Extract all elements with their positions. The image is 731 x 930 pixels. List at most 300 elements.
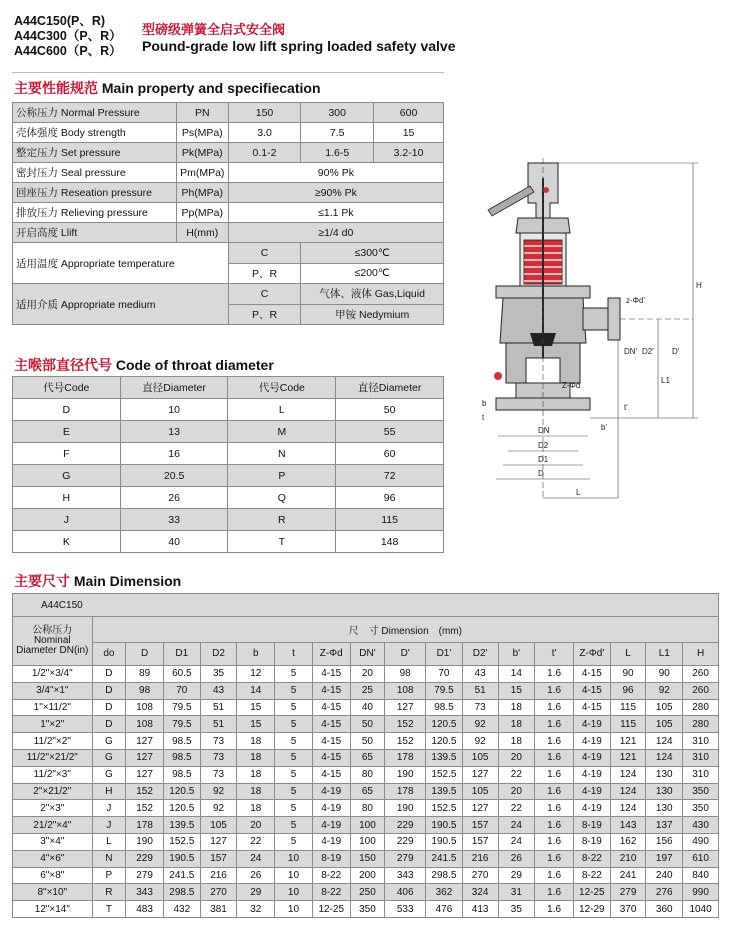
throat-cell: T (228, 531, 336, 553)
label-h: H (696, 281, 702, 290)
dim-cell: 65 (350, 749, 385, 766)
dim-cell: 4-19 (573, 783, 610, 800)
dim-cell: 279 (610, 884, 646, 901)
throat-cell: 72 (336, 465, 444, 487)
dim-cell: 1.6 (535, 901, 574, 918)
dim-cell: 105 (462, 783, 498, 800)
dim-cell: 210 (610, 850, 646, 867)
dim-cell: 8-19 (573, 833, 610, 850)
dim-cell: 98.5 (163, 733, 200, 750)
dim-cell: 840 (683, 867, 719, 884)
dim-cell: 26 (237, 867, 275, 884)
throat-cell: N (228, 443, 336, 465)
throat-cell: 96 (336, 487, 444, 509)
spec-row (13, 163, 444, 183)
label-l: L (576, 488, 581, 497)
dim-cell: 8-22 (573, 850, 610, 867)
dim-cell: 5 (275, 733, 313, 750)
throat-cell: 16 (120, 443, 228, 465)
spec-row (13, 143, 444, 163)
dim-cell: 80 (350, 766, 385, 783)
dim-cell: 1.6 (535, 666, 574, 683)
label-z-phi-d: Z-Φd (562, 381, 581, 390)
label-t-prime: t' (624, 403, 628, 412)
dim-cell: 10 (275, 850, 313, 867)
spec-cell: 3.0 (228, 123, 301, 143)
label-b: b (482, 399, 487, 408)
dim-column-header: b' (498, 642, 535, 665)
spec-cell: 1.6-5 (301, 143, 374, 163)
dim-column-header: D2 (200, 642, 237, 665)
dim-cell: 92 (462, 716, 498, 733)
spec-code: P、R (228, 263, 301, 284)
dim-size-cell: 11/2"×2" (13, 733, 93, 750)
outlet-neck (583, 308, 608, 330)
dim-cell: 4-15 (312, 666, 350, 683)
dim-cell: 29 (498, 867, 535, 884)
dim-cell: 26 (498, 850, 535, 867)
dim-cell: 381 (200, 901, 237, 918)
throat-cell: P (228, 465, 336, 487)
dim-cell: 100 (350, 833, 385, 850)
dim-cell: 350 (683, 783, 719, 800)
spec-symbol: Pm(MPa) (176, 163, 228, 183)
dim-cell: 157 (462, 817, 498, 834)
dim-cell: 8-22 (312, 884, 350, 901)
throat-header: 代号Code (228, 377, 336, 399)
dim-cell: 105 (200, 817, 237, 834)
dim-cell: 229 (126, 850, 164, 867)
throat-cell: G (13, 465, 121, 487)
title-english: Pound-grade low lift spring loaded safety valve (142, 38, 456, 54)
spec-label: 适用介质 Appropriate medium (13, 284, 229, 325)
dim-cell: 89 (126, 666, 164, 683)
dim-cell: 73 (200, 766, 237, 783)
dim-cell: 8-22 (312, 867, 350, 884)
dim-cell: 5 (275, 682, 313, 699)
drain-plug (494, 372, 502, 380)
spec-cell: 90% Pk (228, 163, 443, 183)
label-d2-prime: D2' (642, 347, 654, 356)
throat-cell: 148 (336, 531, 444, 553)
dim-cell: 190 (385, 766, 426, 783)
label-t: t (482, 413, 485, 422)
dim-cell: 4-19 (312, 800, 350, 817)
dim-cell: 80 (350, 800, 385, 817)
dim-cell: 190.5 (426, 817, 463, 834)
throat-cell: 50 (336, 399, 444, 421)
dim-row (13, 666, 719, 683)
dim-cell: 92 (646, 682, 683, 699)
dim-cell: 120.5 (426, 733, 463, 750)
dim-cell: 229 (385, 817, 426, 834)
dim-cell: 127 (462, 800, 498, 817)
dim-cell: 1.6 (535, 716, 574, 733)
throat-cell: 26 (120, 487, 228, 509)
dim-cell: 490 (683, 833, 719, 850)
dim-column-header: DN' (350, 642, 385, 665)
dim-body (13, 666, 719, 918)
dim-cell: 4-19 (573, 716, 610, 733)
model-list (14, 14, 122, 59)
dim-cell: 5 (275, 699, 313, 716)
dim-cell: G (92, 766, 126, 783)
dim-cell: 73 (200, 733, 237, 750)
dim-cell: 124 (610, 783, 646, 800)
dim-cell: 50 (350, 716, 385, 733)
dim-cell: 241.5 (163, 867, 200, 884)
dim-cell: 200 (350, 867, 385, 884)
spec-label: 排放压力 Relieving pressure (13, 203, 177, 223)
dim-cell: 1.6 (535, 884, 574, 901)
dim-cell: 90 (646, 666, 683, 683)
throat-row (13, 421, 444, 443)
dim-cell: 4-15 (312, 766, 350, 783)
throat-cell: R (228, 509, 336, 531)
dim-cell: 137 (646, 817, 683, 834)
dim-cell: 10 (275, 884, 313, 901)
dim-row (13, 783, 719, 800)
dim-cell: 127 (385, 699, 426, 716)
dim-cell: 20 (498, 749, 535, 766)
dim-cell: 190 (385, 800, 426, 817)
throat-row (13, 509, 444, 531)
dim-cell: D (92, 682, 126, 699)
dim-cell: 152.5 (163, 833, 200, 850)
dim-cell: 18 (237, 766, 275, 783)
dim-cell: 15 (498, 682, 535, 699)
spec-cell: 3.2-10 (374, 143, 444, 163)
dim-size-cell: 1/2"×3/4" (13, 666, 93, 683)
dim-cell: 350 (683, 800, 719, 817)
spec-symbol: Pk(MPa) (176, 143, 228, 163)
spec-code: C (228, 243, 301, 264)
dim-cell: 32 (237, 901, 275, 918)
spec-section-title (14, 78, 321, 98)
dim-cell: 350 (350, 901, 385, 918)
spec-symbol: H(mm) (176, 223, 228, 243)
dim-size-cell: 21/2"×4" (13, 817, 93, 834)
dim-cell: 108 (126, 716, 164, 733)
dim-column-header: t (275, 642, 313, 665)
dim-cell: D (92, 699, 126, 716)
dim-cell: 115 (610, 699, 646, 716)
throat-cell: 55 (336, 421, 444, 443)
throat-cell: 60 (336, 443, 444, 465)
dim-cell: 98 (385, 666, 426, 683)
dim-cell: 20 (498, 783, 535, 800)
throat-row (13, 443, 444, 465)
dim-cell: D (92, 666, 126, 683)
throat-row (13, 399, 444, 421)
dim-cell: 120.5 (426, 716, 463, 733)
dim-title-en: Main Dimension (73, 573, 182, 589)
spec-symbol: Ph(MPa) (176, 183, 228, 203)
dim-cell: 4-19 (573, 800, 610, 817)
dim-cell: 1.6 (535, 733, 574, 750)
spec-row (13, 203, 444, 223)
spec-cell: 甲铵 Nedymium (301, 304, 444, 325)
dim-cell: 18 (498, 733, 535, 750)
throat-cell: 10 (120, 399, 228, 421)
dim-cell: 197 (646, 850, 683, 867)
dim-cell: 98.5 (163, 749, 200, 766)
label-l1: L1 (661, 376, 670, 385)
dim-cell: 139.5 (163, 817, 200, 834)
dim-cell: 190.5 (426, 833, 463, 850)
dim-row (13, 800, 719, 817)
dim-cell: 40 (350, 699, 385, 716)
dim-row (13, 699, 719, 716)
dim-cell: 1.6 (535, 800, 574, 817)
dim-model: A44C150 (13, 594, 719, 617)
dim-cell: 130 (646, 800, 683, 817)
dim-cell: 4-15 (312, 733, 350, 750)
dim-cell: 279 (385, 850, 426, 867)
throat-row (13, 531, 444, 553)
dim-cell: 127 (126, 733, 164, 750)
model-600: A44C600（P、R） (14, 44, 122, 58)
dim-cell: 1.6 (535, 766, 574, 783)
dim-cell: 73 (462, 699, 498, 716)
label-d-prime: D' (672, 347, 680, 356)
dim-cell: 5 (275, 766, 313, 783)
spec-label: 壳体强度 Body strength (13, 123, 177, 143)
dim-size-cell: 6"×8" (13, 867, 93, 884)
dim-cell: 413 (462, 901, 498, 918)
dim-cell: 130 (646, 783, 683, 800)
dim-cell: 12-25 (312, 901, 350, 918)
throat-cell: E (13, 421, 121, 443)
dim-cell: 22 (237, 833, 275, 850)
dim-cell: 610 (683, 850, 719, 867)
label-d1: D1 (538, 455, 549, 464)
dim-row (13, 733, 719, 750)
dim-cell: 18 (498, 716, 535, 733)
dim-size-cell: 11/2"×21/2" (13, 749, 93, 766)
dim-cell: 270 (200, 884, 237, 901)
dim-cell: 73 (200, 749, 237, 766)
dim-cell: 5 (275, 716, 313, 733)
dim-cell: 98 (126, 682, 164, 699)
dim-cell: 12-25 (573, 884, 610, 901)
dim-cell: 343 (385, 867, 426, 884)
dim-cell: 4-15 (573, 666, 610, 683)
dim-cell: 43 (462, 666, 498, 683)
dim-cell: 51 (462, 682, 498, 699)
dim-cell: 90 (610, 666, 646, 683)
dim-cell: 127 (126, 766, 164, 783)
dim-cell: 124 (646, 733, 683, 750)
dim-cell: 70 (426, 666, 463, 683)
dim-cell: 298.5 (426, 867, 463, 884)
dim-cell: 1.6 (535, 682, 574, 699)
dim-cell: 310 (683, 766, 719, 783)
dim-cell: D (92, 716, 126, 733)
dim-cell: 29 (237, 884, 275, 901)
dim-cell: 70 (163, 682, 200, 699)
spec-label: 整定压力 Set pressure (13, 143, 177, 163)
spec-row (13, 183, 444, 203)
spec-row (13, 223, 444, 243)
dim-cell: 1.6 (535, 817, 574, 834)
dim-cell: H (92, 783, 126, 800)
spec-label: 适用温度 Appropriate temperature (13, 243, 229, 284)
spec-cell: 0.1-2 (228, 143, 301, 163)
dim-cell: 152.5 (426, 800, 463, 817)
dim-cell: 190.5 (163, 850, 200, 867)
dim-cell: 4-15 (312, 749, 350, 766)
spec-cell: 150 (228, 103, 301, 123)
dim-cell: 178 (385, 749, 426, 766)
dim-size-cell: 3"×4" (13, 833, 93, 850)
dim-cell: 8-19 (312, 850, 350, 867)
dim-cell: P (92, 867, 126, 884)
dim-cell: 120.5 (163, 800, 200, 817)
dim-cell: 279 (126, 867, 164, 884)
dim-cell: 241 (610, 867, 646, 884)
dim-cell: 12 (237, 666, 275, 683)
dim-cell: 15 (237, 716, 275, 733)
throat-cell: L (228, 399, 336, 421)
throat-section-title (14, 355, 274, 375)
dim-cell: 20 (237, 817, 275, 834)
dim-cell: 430 (683, 817, 719, 834)
spec-symbol: PN (176, 103, 228, 123)
throat-header: 直径Diameter (336, 377, 444, 399)
dim-cell: 31 (498, 884, 535, 901)
spec-cell: 600 (374, 103, 444, 123)
dim-cell: 18 (237, 783, 275, 800)
throat-cell: 13 (120, 421, 228, 443)
header-divider (12, 72, 444, 73)
dim-cell: 18 (237, 733, 275, 750)
dim-cell: 4-19 (312, 783, 350, 800)
dim-cell: N (92, 850, 126, 867)
dim-column-header: b (237, 642, 275, 665)
dim-cell: G (92, 733, 126, 750)
dim-row (13, 766, 719, 783)
dim-cell: 240 (646, 867, 683, 884)
dim-cell: 51 (200, 716, 237, 733)
dim-cell: 4-19 (573, 733, 610, 750)
label-dn-prime: DN' (624, 347, 638, 356)
dim-cell: 8-22 (573, 867, 610, 884)
dim-cell: 4-19 (312, 833, 350, 850)
dim-cell: 35 (498, 901, 535, 918)
dim-cell: 121 (610, 749, 646, 766)
dim-title-cn: 主要尺寸 (14, 573, 70, 589)
model-150: A44C150(P、R) (14, 14, 106, 28)
dim-row (13, 817, 719, 834)
spec-title-cn: 主要性能规范 (14, 80, 98, 96)
dim-size-cell: 11/2"×3" (13, 766, 93, 783)
dim-size-cell: 12"×14" (13, 901, 93, 918)
dim-column-header: t' (535, 642, 574, 665)
dim-cell: R (92, 884, 126, 901)
dim-cell: 5 (275, 833, 313, 850)
dim-column-row (13, 642, 719, 665)
dim-cell: 298.5 (163, 884, 200, 901)
dim-cell: 130 (646, 766, 683, 783)
dim-cell: 4-15 (573, 682, 610, 699)
dim-cell: 92 (200, 783, 237, 800)
dim-cell: 1.6 (535, 783, 574, 800)
throat-row (13, 487, 444, 509)
dim-cell: 14 (498, 666, 535, 683)
dim-cell: 310 (683, 733, 719, 750)
dim-column-header: H (683, 642, 719, 665)
spec-cell: ≥90% Pk (228, 183, 443, 203)
throat-header: 直径Diameter (120, 377, 228, 399)
dim-cell: 4-15 (312, 716, 350, 733)
dim-row (13, 682, 719, 699)
lever-pin (543, 187, 549, 193)
label-z-phi-d-prime: z-Φd' (626, 296, 646, 305)
dim-size-cell: 2"×21/2" (13, 783, 93, 800)
throat-body (13, 399, 444, 553)
dim-cell: 4-19 (573, 766, 610, 783)
dim-cell: 162 (610, 833, 646, 850)
dim-cell: 260 (683, 682, 719, 699)
dim-cell: 178 (385, 783, 426, 800)
dim-column-header: L1 (646, 642, 683, 665)
dim-cell: 5 (275, 666, 313, 683)
dim-column-header: D1' (426, 642, 463, 665)
dim-cell: 152 (385, 716, 426, 733)
dim-cell: 1.6 (535, 699, 574, 716)
outlet-flange (608, 298, 620, 340)
dim-cell: 24 (237, 850, 275, 867)
dim-cell: 260 (683, 666, 719, 683)
dim-cell: 124 (610, 766, 646, 783)
nominal-diameter-header: 公称压力 Nominal Diameter DN(in) (13, 617, 93, 666)
dim-cell: 127 (200, 833, 237, 850)
dim-cell: 105 (462, 749, 498, 766)
spec-cell: ≤200℃ (301, 263, 444, 284)
dimension-header: 尺 寸 Dimension (mm) (92, 617, 718, 643)
spec-label: 开启高度 Llift (13, 223, 177, 243)
dim-cell: 96 (610, 682, 646, 699)
dim-cell: 216 (200, 867, 237, 884)
dim-cell: 156 (646, 833, 683, 850)
dim-row (13, 716, 719, 733)
spec-label: 回座压力 Reseation pressure (13, 183, 177, 203)
dim-cell: 216 (462, 850, 498, 867)
dim-column-header: Z-Φd' (573, 642, 610, 665)
dim-cell: 10 (275, 901, 313, 918)
dim-column-header: D1 (163, 642, 200, 665)
dim-cell: 190 (126, 833, 164, 850)
dim-cell: 280 (683, 699, 719, 716)
throat-header-row (13, 377, 444, 399)
dim-cell: 533 (385, 901, 426, 918)
dim-cell: 98.5 (163, 766, 200, 783)
dim-cell: 5 (275, 749, 313, 766)
spec-cell: 7.5 (301, 123, 374, 143)
dim-cell: 5 (275, 800, 313, 817)
dim-cell: 990 (683, 884, 719, 901)
spec-cell: ≤1.1 Pk (228, 203, 443, 223)
dim-cell: 152 (385, 733, 426, 750)
throat-cell: D (13, 399, 121, 421)
dim-header-row (13, 617, 719, 643)
throat-cell: 33 (120, 509, 228, 531)
dim-cell: 60.5 (163, 666, 200, 683)
dim-size-cell: 4"×6" (13, 850, 93, 867)
dim-cell: 362 (426, 884, 463, 901)
dim-size-cell: 1"×11/2" (13, 699, 93, 716)
